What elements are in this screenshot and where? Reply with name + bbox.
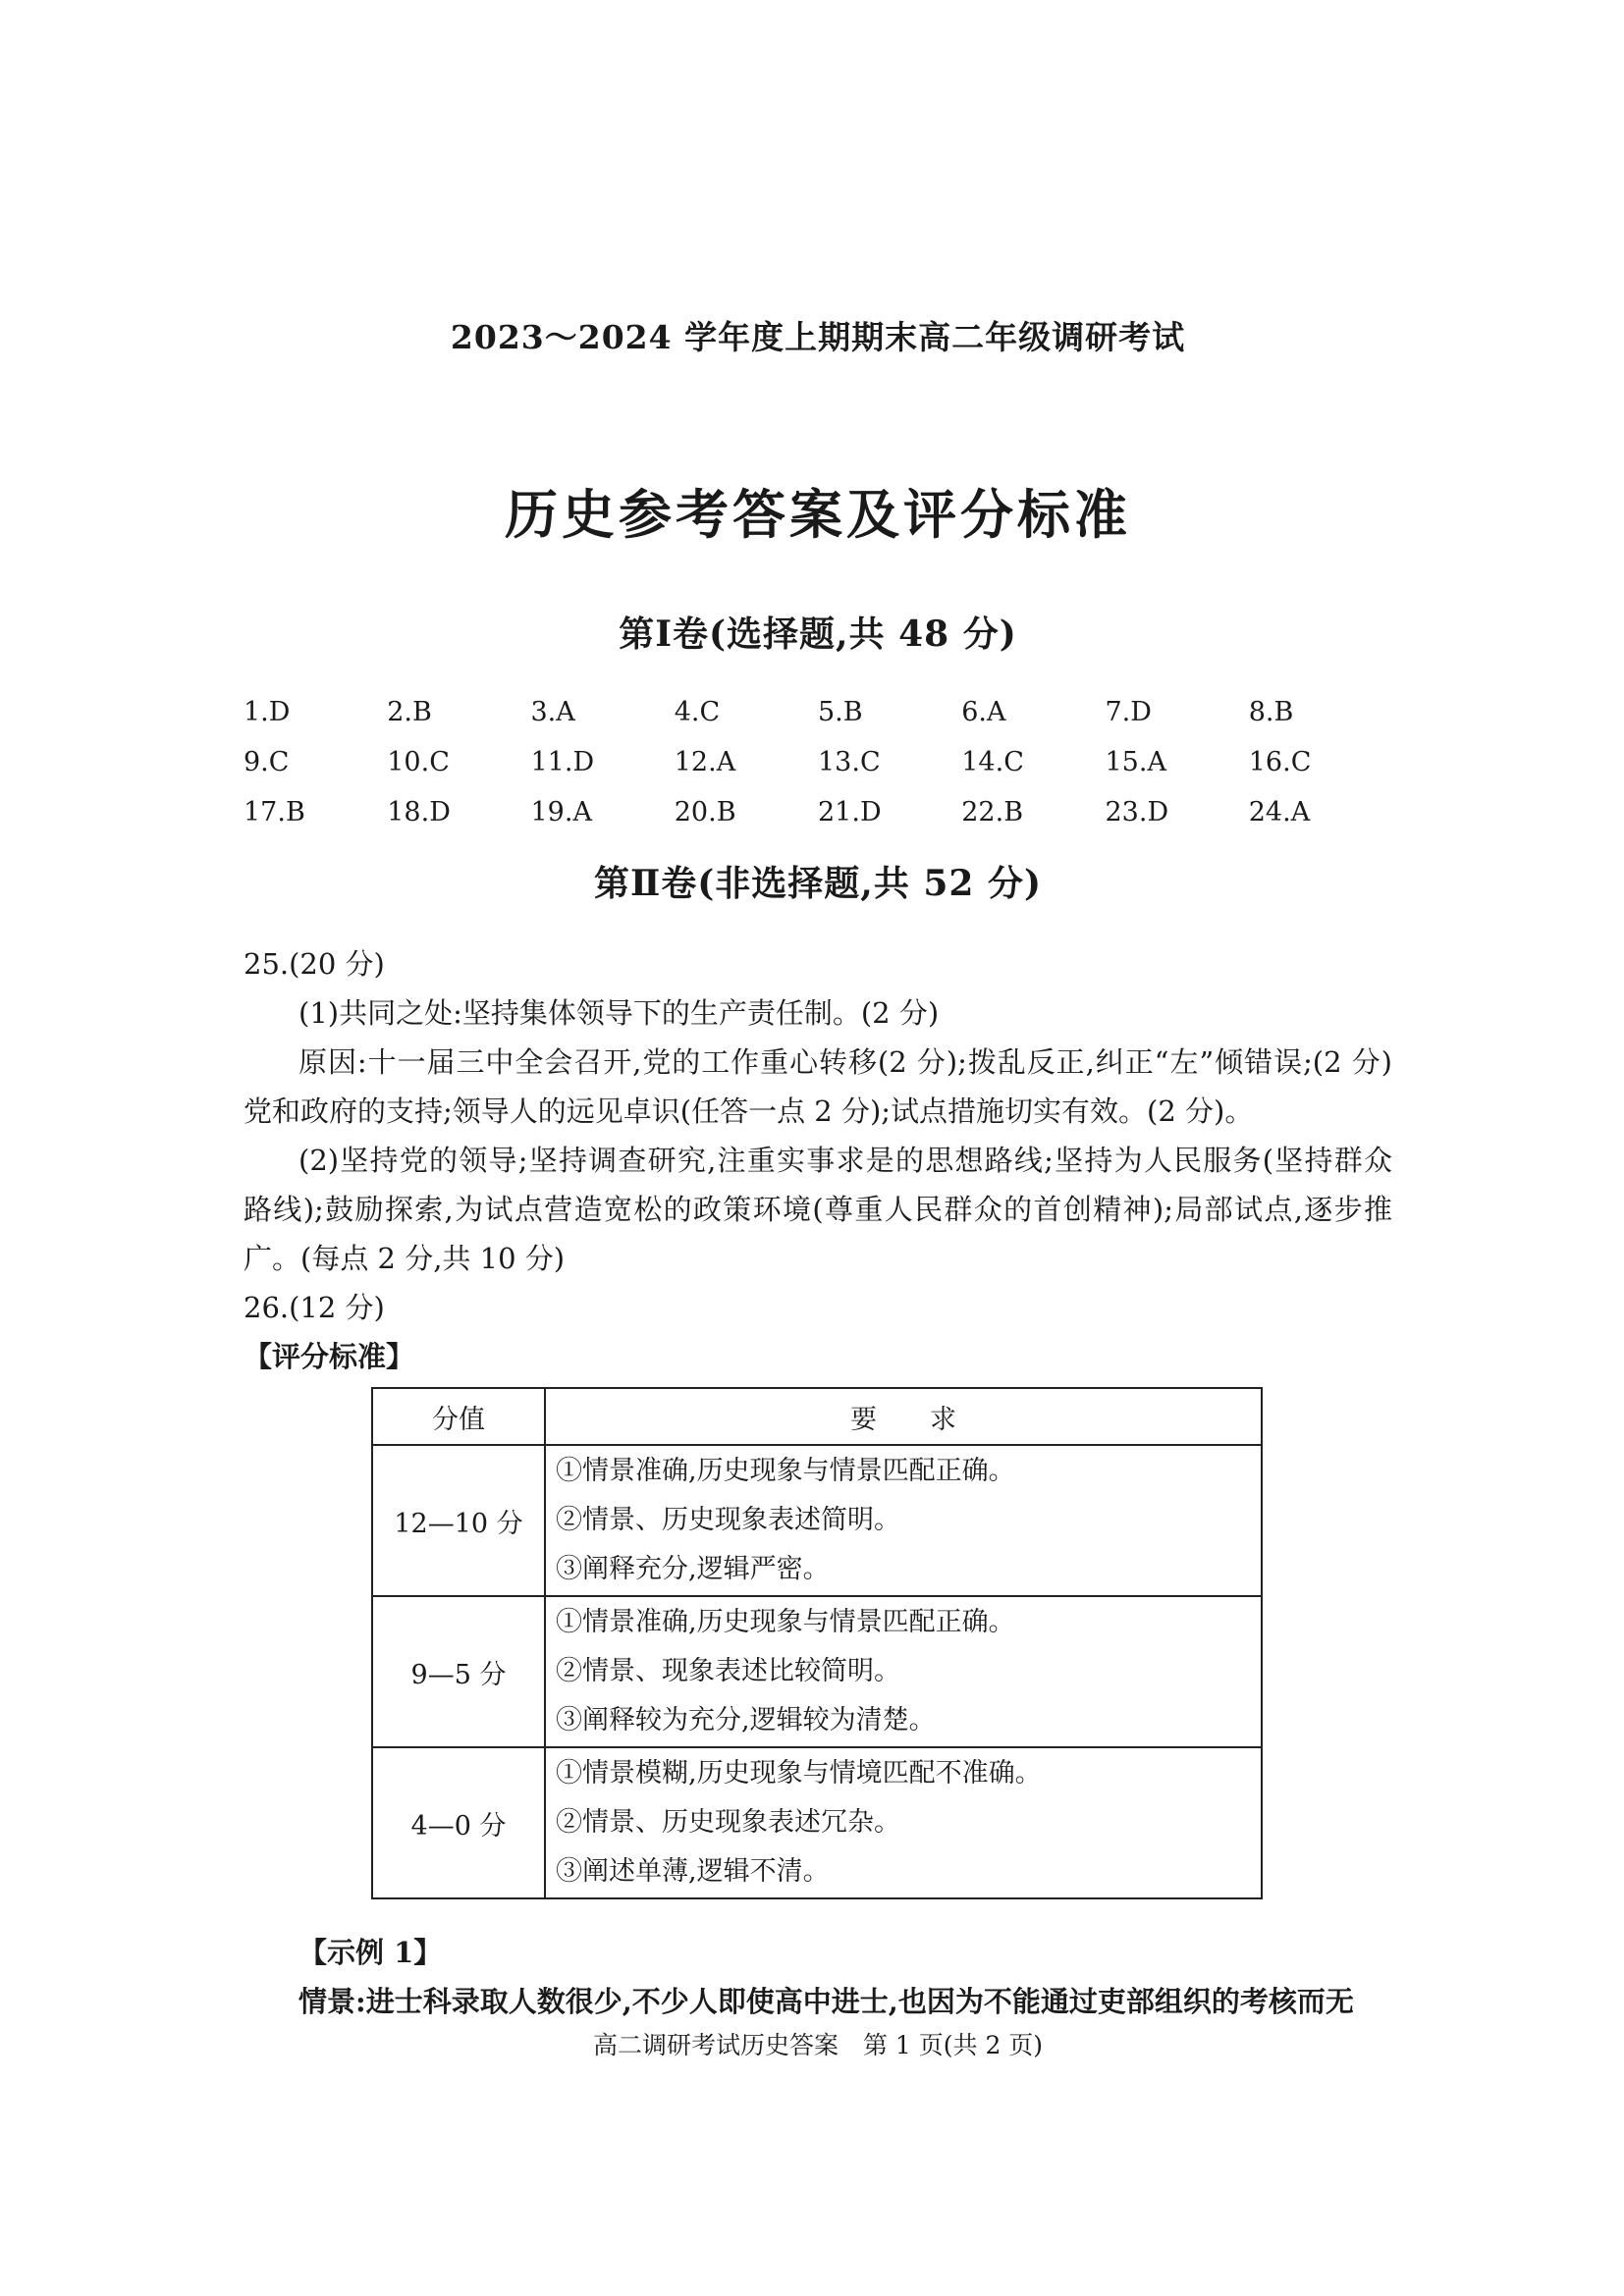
requirement-item: ②情景、历史现象表述冗杂。 [556,1807,900,1838]
multiple-choice-answers [244,687,1392,837]
table-row [372,1596,1262,1747]
page-footer: 高二调研考试历史答案 第 1 页(共 2 页) [592,2031,1044,2059]
answer-item: 22.B [961,797,1024,828]
question-number: 25.(20 分) [244,947,385,981]
table-row [372,1445,1262,1596]
answer-row [244,737,1392,787]
column-header-score: 分值 [372,1388,545,1445]
example-section [244,1928,1392,2026]
answer-item: 7.D [1105,697,1152,727]
requirement-item: ①情景准确,历史现象与情景匹配正确。 [556,1456,1015,1486]
answer-row [244,787,1392,837]
answer-item: 1.D [244,697,291,727]
part1-heading: 第Ⅰ卷(选择题,共 48 分) [619,614,1017,655]
answer-item: 12.A [674,747,736,777]
answer-item: 2.B [387,697,432,727]
answer-paragraph: (1)共同之处:坚持集体领导下的生产责任制。(2 分) [298,996,940,1030]
requirement-item: ①情景准确,历史现象与情景匹配正确。 [556,1607,1015,1637]
requirements-cell [545,1596,1262,1747]
requirement-item: ②情景、现象表述比较简明。 [556,1656,900,1686]
requirement-item: ③阐释较为充分,逻辑较为清楚。 [556,1705,936,1735]
table-header-row [372,1388,1262,1445]
document-title: 历史参考答案及评分标准 [505,483,1131,546]
answer-item: 23.D [1105,797,1169,828]
answer-item: 21.D [818,797,882,828]
requirement-item: ②情景、历史现象表述简明。 [556,1505,900,1535]
table-row [372,1747,1262,1898]
answer-paragraph: 广。(每点 2 分,共 10 分) [244,1242,566,1275]
answer-item: 20.B [674,797,736,828]
answer-item: 11.D [530,747,595,777]
answer-paragraph: 路线);鼓励探索,为试点营造宽松的政策环境(尊重人民群众的首创精神);局部试点,逐步推 [244,1193,1392,1226]
answer-item: 10.C [387,747,450,777]
scoring-rubric-table [371,1387,1263,1899]
answer-item: 18.D [387,797,451,828]
answer-paragraph: 原因:十一届三中全会召开,党的工作重心转移(2 分);拨乱反正,纠正“左”倾错误;(2 分) [298,1045,1392,1079]
requirement-item: ①情景模糊,历史现象与情境匹配不准确。 [556,1758,1042,1789]
exam-title: 2023～2024 学年度上期期末高二年级调研考试 [450,318,1186,356]
answer-row [244,687,1392,737]
requirement-item: ③阐释充分,逻辑严密。 [556,1554,830,1584]
rubric-label: 【评分标准】 [244,1340,415,1373]
answer-item: 14.C [961,747,1024,777]
score-range: 9—5 分 [372,1596,545,1747]
example-text: 情景:进士科录取人数很少,不少人即使高中进士,也因为不能通过吏部组织的考核而无 [298,1985,1354,2018]
answer-item: 3.A [530,697,575,727]
answer-item: 4.C [674,697,721,727]
requirements-cell [545,1445,1262,1596]
answer-item: 17.B [244,797,305,828]
answer-paragraph: 党和政府的支持;领导人的远见卓识(任答一点 2 分);试点措施切实有效。(2 分)。 [244,1095,1254,1128]
requirements-cell [545,1747,1262,1898]
part2-heading: 第Ⅱ卷(非选择题,共 52 分) [593,863,1043,904]
answer-item: 24.A [1248,797,1311,828]
answer-item: 13.C [818,747,881,777]
answer-item: 6.A [961,697,1006,727]
answer-item: 19.A [530,797,592,828]
score-range: 4—0 分 [372,1747,545,1898]
answer-item: 15.A [1105,747,1166,777]
question-25-answer [244,939,1392,1381]
example-label: 【示例 1】 [298,1936,443,1969]
answer-paragraph: (2)坚持党的领导;坚持调查研究,注重实事求是的思想路线;坚持为人民服务(坚持群众 [298,1144,1392,1177]
score-range: 12—10 分 [372,1445,545,1596]
answer-item: 16.C [1248,747,1312,777]
question-number: 26.(12 分) [244,1291,385,1324]
answer-item: 5.B [818,697,863,727]
column-header-requirements: 要 求 [545,1388,1262,1445]
requirement-item: ③阐述单薄,逻辑不清。 [556,1856,830,1887]
answer-item: 9.C [244,747,290,777]
answer-item: 8.B [1248,697,1294,727]
